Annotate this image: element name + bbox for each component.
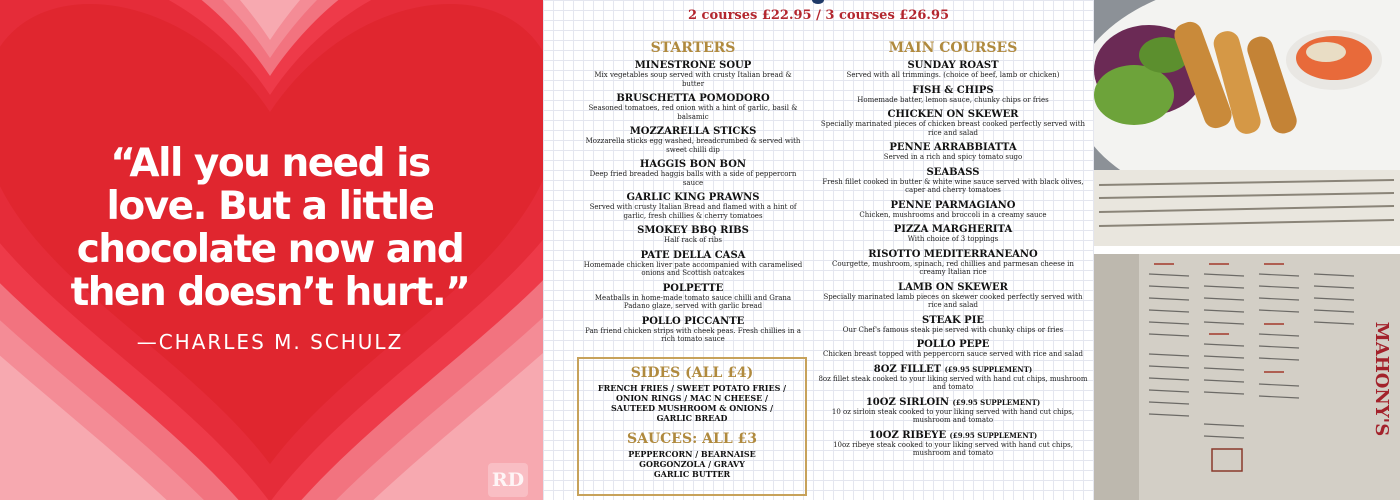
menu-item-supplement: (£9.95 SUPPLEMENT) <box>952 397 1041 407</box>
food-photo-graphic <box>1094 0 1400 246</box>
menu-item-name <box>818 109 1088 120</box>
menu-item <box>818 282 1088 310</box>
sides-line: SAUTEED MUSHROOM & ONIONS / <box>610 403 774 413</box>
menu-item-title: MINESTRONE SOUP <box>634 60 752 71</box>
menu-item-title: 10OZ SIRLOIN <box>865 396 950 408</box>
menu-item <box>583 250 803 278</box>
menu-item-title: PATE DELLA CASA <box>640 249 746 261</box>
menu-item-description: Our Chef's famous steak pie served with chunky chips or fries <box>842 325 1064 334</box>
menu-item-title: GARLIC KING PRAWNS <box>626 192 760 203</box>
sauces-title: SAUCES: ALL £3 <box>626 431 758 447</box>
menu-paper <box>1094 254 1400 500</box>
menu-item <box>583 316 803 344</box>
menu-item-title: SMOKEY BBQ RIBS <box>637 225 749 236</box>
menu-item <box>818 315 1088 335</box>
starters-list <box>583 60 803 344</box>
menu-item-name <box>583 60 803 71</box>
menu-item-title: POLLO PEPE <box>916 339 990 350</box>
menu-item <box>583 159 803 187</box>
menu-photo-title: MAHONY'S <box>1371 321 1392 437</box>
menu-item-name <box>818 315 1088 326</box>
mains-column <box>818 40 1088 463</box>
quote-card <box>0 0 543 500</box>
menu-pricing: 2 courses £22.95 / 3 courses £26.95 <box>687 8 950 23</box>
menu-item-description: Mix vegetables soup served with crusty Italian bread & butter <box>594 71 792 88</box>
menu-item-name <box>583 93 803 104</box>
sides-line: GARLIC BREAD <box>656 413 728 423</box>
menu-item <box>818 430 1088 458</box>
food-photo <box>1094 0 1400 246</box>
sour-cream <box>1306 42 1346 62</box>
menu-item-name <box>818 224 1088 235</box>
menu-item-name <box>583 192 803 203</box>
menu-item-description: Served in a rich and spicy tomato sugo <box>883 153 1023 161</box>
menu-item-title: SEABASS <box>926 166 980 178</box>
menu-item-description: Meatballs in home-made tomato sauce chilli and Grana Padano glaze, served with garlic bread <box>594 293 792 310</box>
menu-item-description: 10 oz sirloin steak cooked to your liking served with hand cut chips, mushroom and tomato <box>831 407 1075 424</box>
menu-item-description: Half rack of ribs <box>664 236 722 244</box>
menu-item-name <box>818 167 1088 178</box>
menu-item-description: Served with all trimmings. (choice of beef, lamb or chicken) <box>846 71 1060 79</box>
sauces-line: GARLIC BUTTER <box>653 469 731 479</box>
menu-item-title: RISOTTO MEDITERRANEANO <box>868 248 1038 260</box>
menu-item-title: LAMB ON SKEWER <box>898 281 1008 293</box>
sides-list <box>579 383 805 423</box>
quote-line: chocolate now and <box>76 227 464 272</box>
menu-item <box>583 60 803 88</box>
menu-item-title: PENNE ARRABBIATTA <box>889 142 1017 153</box>
menu-item <box>818 224 1088 244</box>
quote-line: love. But a little <box>106 184 434 229</box>
quote-text <box>40 142 500 314</box>
menu-item <box>818 364 1088 392</box>
menu-item-title: 8OZ FILLET <box>873 363 942 375</box>
menu-item <box>583 126 803 154</box>
menu-item-supplement: (£9.95 SUPPLEMENT) <box>949 430 1038 440</box>
menu-item-name <box>818 282 1088 293</box>
menu-item-description: Homemade chicken liver pate accompanied with caramelised onions and Scottish oatcakes <box>583 260 803 277</box>
menu-item-name <box>818 397 1088 408</box>
menu-item <box>583 283 803 311</box>
green-salad <box>1094 65 1174 125</box>
menu-item <box>583 93 803 121</box>
starters-column <box>583 40 803 349</box>
sides-line: ONION RINGS / MAC N CHEESE / <box>616 393 768 403</box>
menu-item-title: CHICKEN ON SKEWER <box>887 109 1019 120</box>
menu-item-description: With choice of 3 toppings <box>907 235 999 243</box>
menu-item <box>818 397 1088 425</box>
menu-item-title: SUNDAY ROAST <box>907 60 999 71</box>
menu-item-title: PIZZA MARGHERITA <box>893 224 1013 235</box>
menu-item-name <box>583 283 803 294</box>
rd-logo: RD <box>488 463 528 497</box>
photo-divider <box>1094 246 1400 254</box>
menu-item-name <box>818 364 1088 375</box>
menu-item-title: PENNE PARMAGIANO <box>890 199 1016 211</box>
starters-title: STARTERS <box>650 40 736 56</box>
menu-item <box>818 167 1088 195</box>
mains-list <box>818 60 1088 458</box>
menu-item <box>818 142 1088 162</box>
menu-item <box>818 60 1088 80</box>
menu-item-description: Specially marinated pieces of chicken breast cooked perfectly served with rice and salad <box>820 120 1086 137</box>
menu-item-name <box>818 200 1088 211</box>
menu-item-name <box>583 225 803 236</box>
menu-logo-fragment <box>812 0 824 4</box>
menu-item-name <box>583 126 803 137</box>
menu-item-name <box>818 60 1088 71</box>
sides-sauces-box <box>577 357 807 496</box>
menu-item-title: HAGGIS BON BON <box>639 159 747 170</box>
sauces-list <box>579 449 805 479</box>
menu-item-name <box>818 430 1088 441</box>
menu-item-supplement: (£9.95 SUPPLEMENT) <box>944 364 1033 374</box>
menu-item-description: 8oz fillet steak cooked to your liking served with hand cut chips, mushroom and tomato <box>818 374 1088 391</box>
menu-item-description: Chicken, mushrooms and broccoli in a creamy sauce <box>859 210 1047 219</box>
menu-item <box>583 225 803 245</box>
menu-item-name <box>583 159 803 170</box>
quote-line: “All you need is <box>110 141 430 186</box>
menu-item-title: STEAK PIE <box>921 314 985 326</box>
menu-item-title: POLPETTE <box>662 282 724 294</box>
menu-item-title: FISH & CHIPS <box>912 84 994 96</box>
quote-line: then doesn’t hurt.” <box>70 270 470 315</box>
menu-item-name <box>818 339 1088 350</box>
menu-item <box>818 200 1088 220</box>
menu-item-description: Served with crusty Italian Bread and flamed with a hint of garlic, fresh chillies & cherry tomatoes <box>589 203 797 220</box>
menu-item-description: Seasoned tomatoes, red onion with a hint of garlic, basil & balsamic <box>588 104 798 121</box>
menu-item-name <box>583 316 803 327</box>
menu-item-name <box>583 250 803 261</box>
menu-photo-graphic <box>1094 254 1400 500</box>
menu-fold-left <box>1094 254 1139 500</box>
quote-author: —CHARLES M. SCHULZ <box>136 330 404 354</box>
menu-item <box>583 192 803 220</box>
menu-item-name <box>818 85 1088 96</box>
mains-title: MAIN COURSES <box>888 40 1018 56</box>
menu-item-description: Pan friend chicken strips with cheek peas. Fresh chillies in a rich tomato sauce <box>585 326 801 343</box>
sides-title: SIDES (ALL £4) <box>630 365 754 381</box>
menu-item-description: Deep fried breaded haggis balls with a side of peppercorn sauce <box>589 170 797 187</box>
menu-item-description: 10oz ribeye steak cooked to your liking served with hand cut chips, mushroom and tomato <box>833 440 1073 457</box>
menu-item-description: Courgette, mushroom, spinach, red chillies and parmesan cheese in creamy Italian rice <box>832 259 1074 276</box>
restaurant-menu-photo <box>1094 254 1400 500</box>
menu-item-description: Chicken breast topped with peppercorn sauce served with rice and salad <box>823 350 1083 358</box>
menu-item-description: Homemade batter, lemon sauce, chunky chips or fries <box>857 95 1049 104</box>
menu-item-title: BRUSCHETTA POMODORO <box>616 93 770 104</box>
menu-item <box>818 339 1088 359</box>
menu-item-title: POLLO PICCANTE <box>641 315 745 327</box>
sides-line: FRENCH FRIES / SWEET POTATO FRIES / <box>597 383 787 393</box>
menu-item-description: Mozzarella sticks egg washed, breadcrumbed & served with sweet chilli dip <box>585 137 801 154</box>
menu-item-description: Specially marinated lamb pieces on skewer cooked perfectly served with rice and salad <box>823 292 1083 309</box>
menu-item-title: 10OZ RIBEYE <box>868 429 947 441</box>
menu-item-name <box>818 142 1088 153</box>
menu-item-name <box>818 249 1088 260</box>
menu-item <box>818 109 1088 137</box>
menu-item <box>818 249 1088 277</box>
menu-item <box>818 85 1088 105</box>
sauces-line: PEPPERCORN / BEARNAISE <box>628 449 756 459</box>
sauces-line: GORGONZOLA / GRAVY <box>639 459 745 469</box>
menu-card <box>543 0 1094 500</box>
menu-item-description: Fresh fillet cooked in butter & white wine sauce served with black olives, caper and cherry tomatoes <box>822 177 1084 194</box>
menu-item-title: MOZZARELLA STICKS <box>629 126 757 137</box>
